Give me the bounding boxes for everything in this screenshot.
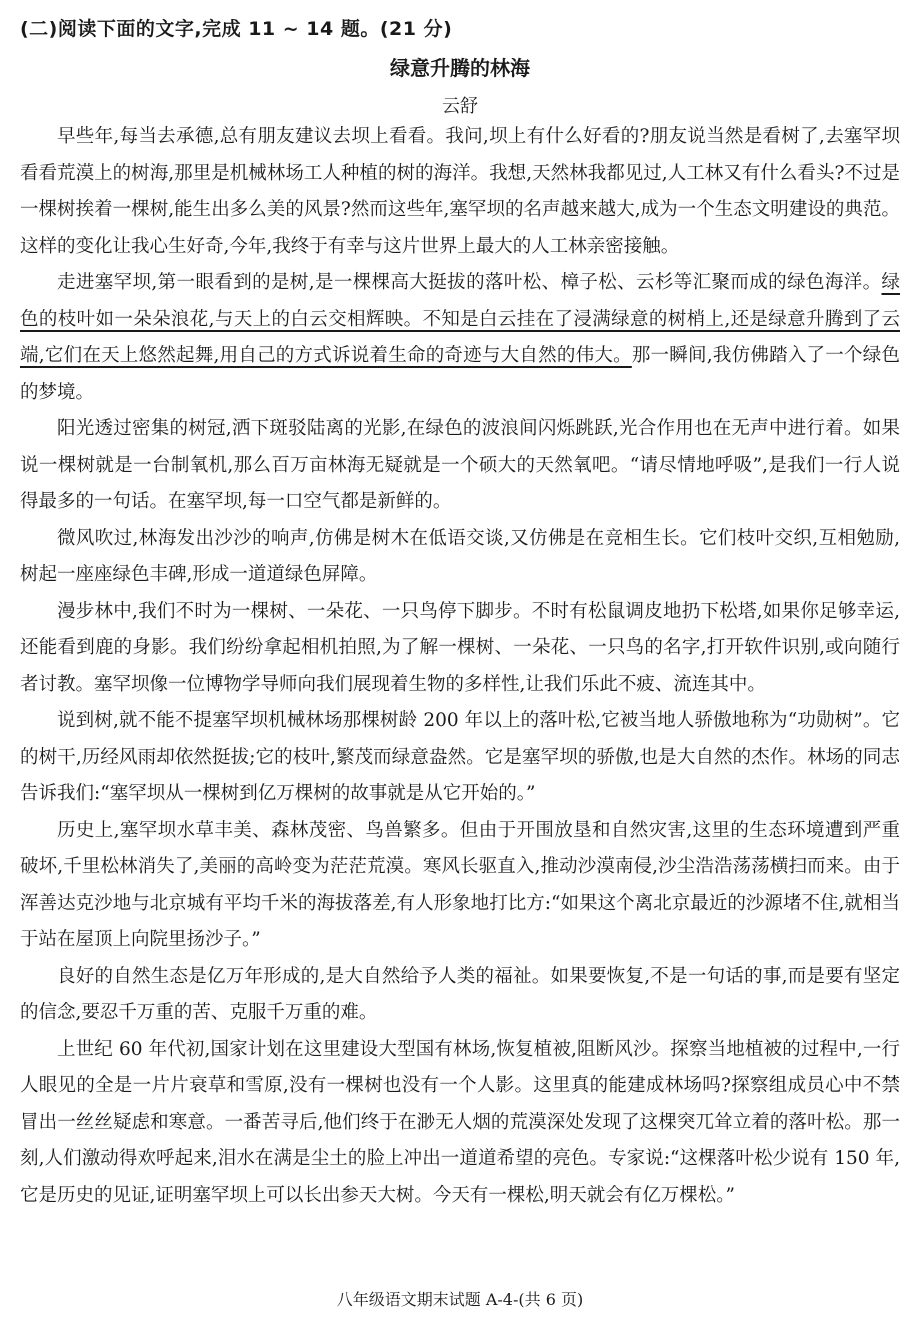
article-body — [20, 119, 900, 1214]
section-heading: (二)阅读下面的文字,完成 11 ~ 14 题。(21 分) — [20, 18, 453, 40]
page-footer: 八年级语文期末试题 A-4-(共 6 页) — [336, 1290, 584, 1309]
paragraph-5: 漫步林中,我们不时为一棵树、一朵花、一只鸟停下脚步。不时有松鼠调皮地扔下松塔,如果你足够幸运,还能看到鹿的身影。我们纷纷拿起相机拍照,为了解一棵树、一朵花、一只鸟的名字,打开软件识别,或向随行者讨教。塞罕坝像一位博物学导师向我们展现着生物的多样性,让我们乐此不疲、流连其中。 — [20, 600, 900, 695]
paragraph-3: 阳光透过密集的树冠,洒下斑驳陆离的光影,在绿色的波浪间闪烁跳跃,光合作用也在无声中进行着。如果说一棵树就是一台制氧机,那么百万亩林海无疑就是一个硕大的天然氧吧。“请尽情地呼吸”,是我们一行人说得最多的一句话。在塞罕坝,每一口空气都是新鲜的。 — [20, 418, 900, 512]
paragraph-2-lead: 走进塞罕坝,第一眼看到的是树,是一棵棵高大挺拔的落叶松、樟子松、云杉等汇聚而成的绿色海洋。 — [57, 272, 882, 293]
article-author: 云舒 — [442, 96, 478, 117]
article-title: 绿意升腾的林海 — [390, 56, 530, 80]
paragraph-2 — [20, 265, 900, 411]
paragraph-1: 早些年,每当去承德,总有朋友建议去坝上看看。我问,坝上有什么好看的?朋友说当然是看树了,去塞罕坝看看荒漠上的树海,那里是机械林场工人种植的树的海洋。我想,天然林我都见过,人工林又有什么看头?不过是一棵树挨着一棵树,能生出多么美的风景?然而这些年,塞罕坝的名声越来越大,成为一个生态文明建设的典范。这样的变化让我心生好奇,今年,我终于有幸与这片世界上最大的人工林亲密接触。 — [20, 126, 900, 257]
paragraph-9: 上世纪 60 年代初,国家计划在这里建设大型国有林场,恢复植被,阻断风沙。探察当地植被的过程中,一行人眼见的全是一片片衰草和雪原,没有一棵树也没有一个人影。这里真的能建成林场吗?探察组成员心中不禁冒出一丝丝疑虑和寒意。一番苦寻后,他们终于在渺无人烟的荒漠深处发现了这棵突兀耸立着的落叶松。那一刻,人们激动得欢呼起来,泪水在满是尘土的脸上冲出一道道希望的亮色。专家说:“这棵落叶松少说有 150 年,它是历史的见证,证明塞罕坝上可以长出参天大树。今天有一棵松,明天就会有亿万棵松。” — [20, 1038, 900, 1206]
paragraph-2-tail: 那一瞬间,我仿佛踏入了一个绿色的梦境。 — [20, 345, 901, 403]
underlined-sentence: 绿色的枝叶如一朵朵浪花,与天上的白云交相辉映。不知是白云挂在了浸满绿意的树梢上,还是绿意升腾到了云端,它们在天上悠然起舞,用自己的方式诉说着生命的奇迹与大自然的伟大。 — [20, 272, 900, 366]
paragraph-7: 历史上,塞罕坝水草丰美、森林茂密、鸟兽繁多。但由于开围放垦和自然灾害,这里的生态环境遭到严重破坏,千里松林消失了,美丽的高岭变为茫茫荒漠。寒风长驱直入,推动沙漠南侵,沙尘浩浩荡荡横扫而来。由于浑善达克沙地与北京城有平均千米的海拔落差,有人形象地打比方:“如果这个离北京最近的沙源堵不住,就相当于站在屋顶上向院里扬沙子。” — [20, 819, 900, 950]
paragraph-6: 说到树,就不能不提塞罕坝机械林场那棵树龄 200 年以上的落叶松,它被当地人骄傲地称为“功勋树”。它的树干,历经风雨却依然挺拔;它的枝叶,繁茂而绿意盎然。它是塞罕坝的骄傲,也是大自然的杰作。林场的同志告诉我们:“塞罕坝从一棵树到亿万棵树的故事就是从它开始的。” — [20, 710, 900, 804]
paragraph-4: 微风吹过,林海发出沙沙的响声,仿佛是树木在低语交谈,又仿佛是在竞相生长。它们枝叶交织,互相勉励,树起一座座绿色丰碑,形成一道道绿色屏障。 — [20, 527, 900, 585]
paragraph-8: 良好的自然生态是亿万年形成的,是大自然给予人类的福祉。如果要恢复,不是一句话的事,而是要有坚定的信念,要忍千万重的苦、克服千万重的难。 — [20, 965, 900, 1023]
